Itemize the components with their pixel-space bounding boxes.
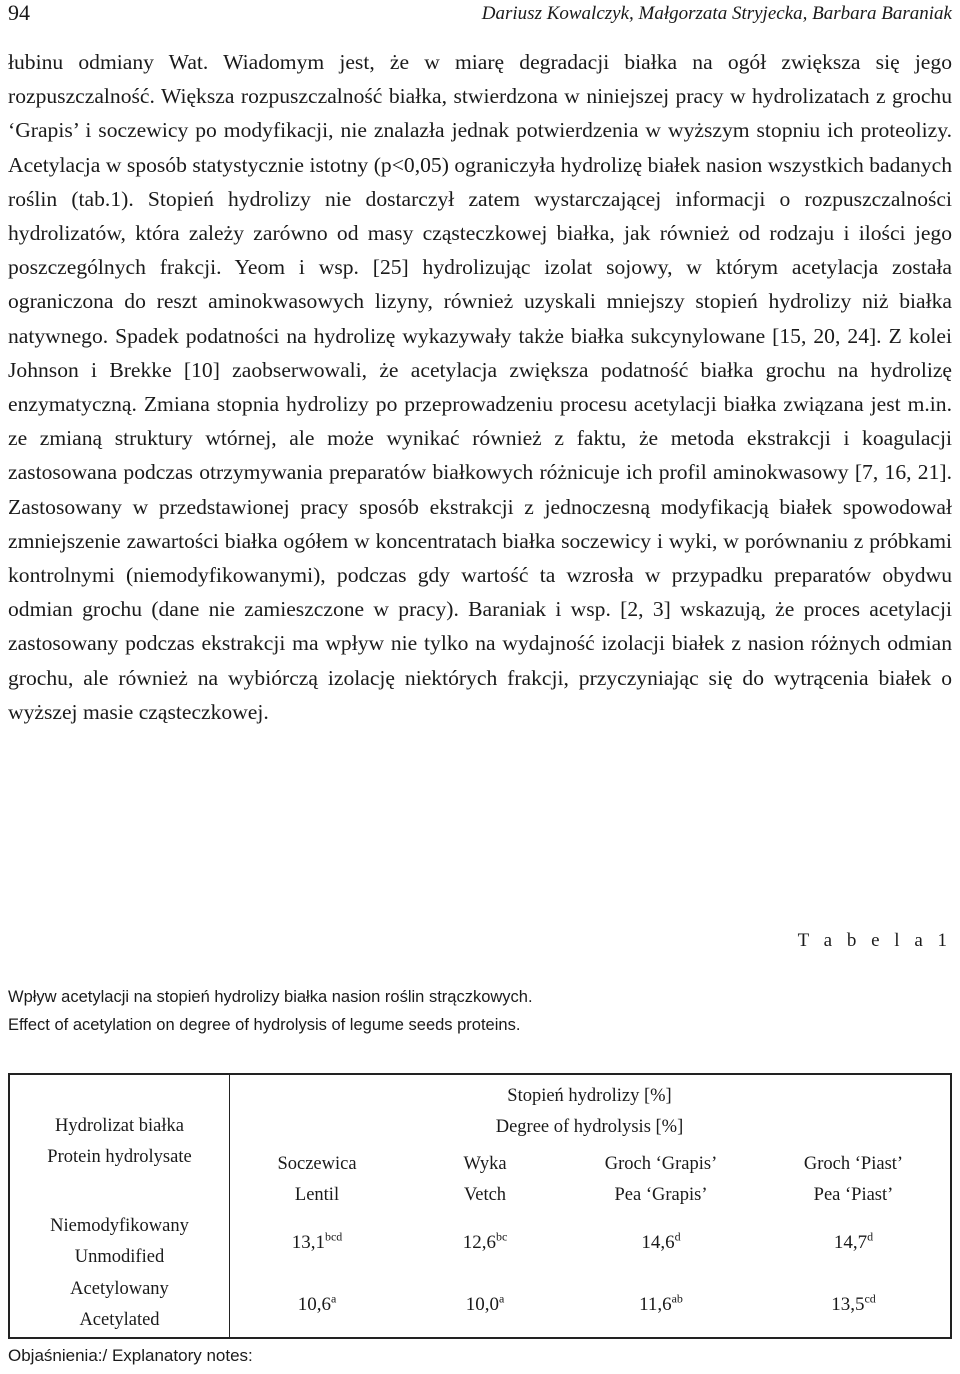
table-cell xyxy=(229,1291,405,1316)
row-label-polish: Niemodyfikowany xyxy=(50,1216,189,1236)
column-header-english: Pea ‘Grapis’ xyxy=(614,1185,708,1205)
significance-letters: ab xyxy=(671,1291,683,1306)
cell-value: 13,1 xyxy=(291,1232,325,1253)
column-header-lentil xyxy=(229,1149,405,1211)
row-header-polish: Hydrolizat białka xyxy=(55,1116,184,1136)
column-header-english: Lentil xyxy=(294,1185,340,1205)
cell-value: 10,0 xyxy=(465,1294,499,1315)
table-cell xyxy=(757,1291,950,1316)
cell-value: 14,7 xyxy=(833,1232,868,1253)
table-cell xyxy=(565,1291,757,1316)
running-head-authors: Dariusz Kowalczyk, Małgorzata Stryjecka, Barbara Baraniak xyxy=(481,3,952,24)
table-cell xyxy=(757,1229,950,1254)
cell-value: 14,6 xyxy=(641,1232,675,1253)
column-header-pea-grapis xyxy=(565,1149,757,1211)
row-label-english: Unmodified xyxy=(74,1247,165,1267)
degree-header-polish: Stopień hydrolizy [%] xyxy=(507,1086,672,1106)
column-header-english: Vetch xyxy=(463,1185,507,1205)
table-caption-english: Effect of acetylation on degree of hydrolysis of legume seeds proteins. xyxy=(8,1016,521,1034)
column-header-polish: Wyka xyxy=(463,1154,507,1174)
table-label: T a b e l a 1 xyxy=(797,930,952,951)
significance-letters: a xyxy=(330,1291,337,1306)
column-header-pea-piast xyxy=(757,1149,950,1211)
column-header-polish: Groch ‘Piast’ xyxy=(803,1154,904,1174)
significance-letters: d xyxy=(674,1229,681,1244)
cell-value: 10,6 xyxy=(297,1294,331,1315)
table-cell xyxy=(565,1229,757,1254)
significance-letters: a xyxy=(498,1291,505,1306)
row-label-acetylated xyxy=(10,1274,229,1336)
significance-letters: bcd xyxy=(324,1229,343,1244)
row-header-english: Protein hydrolysate xyxy=(47,1147,192,1167)
significance-letters: bc xyxy=(495,1229,508,1244)
table-cell xyxy=(229,1229,405,1254)
body-paragraph: łubinu odmiany Wat. Wiadomym jest, że w miarę degradacji białka na ogół zwiększa się jego rozpuszczalność. Większa rozpuszczalność białka, stwierdzona w niniejszej pracy w hydrolizatach z grochu ‘Grapis’ i soczewicy po modyfikacji, nie znalazła jednak potwierdzenia w wyższym stopniu ich proteolizy. Acetylacja w sposób statystycznie istotny (p<0,05) ograniczyła hydrolizę białek nasion wszystkich badanych roślin (tab.1). Stopień hydrolizy nie dostarczył zatem wystarczającej informacji o rozpuszczalności hydrolizatów, która zależy zarówno od masy cząsteczkowej białka, jak również od rodzaju i ilości jego poszczególnych frakcji. Yeom i wsp. [25] hydrolizując izolat sojowy, w którym acetylacja została ograniczona do reszt aminokwasowych lizyny, również uzyskali mniejszy stopień hydrolizy niż białka natywnego. Spadek podatności na hydrolizę wykazywały także białka sukcynylowane [15, 20, 24]. Z kolei Johnson i Brekke [10] zaobserwowali, że acetylacja zwiększa podatność białka grochu na hydrolizę enzymatyczną. Zmiana stopnia hydrolizy po przeprowadzeniu procesu acetylacji białka związana jest m.in. ze zmianą struktury wtórnej, ale może wynikać również z faktu, że metoda ekstrakcji i koagulacji zastosowana podczas otrzymywania preparatów białkowych różnicuje ich profil aminokwasowy [7, 16, 21]. Zastosowany w przedstawionej pracy sposób ekstrakcji z jednoczesną modyfikacją białek spowodował zmniejszenie zawartości białka ogółem w koncentratach białka soczewicy i wyki, w porównaniu z próbkami kontrolnymi (niemodyfikowanymi), podczas gdy wartość ta wzrosła w przypadku preparatów obydwu odmian grochu (dane nie zamieszczone w pracy). Baraniak i wsp. [2, 3] wskazują, że proces acetylacji zastosowany podczas ekstrakcji ma wpływ nie tylko na wydajność izolacji białek z nasion różnych odmian grochu, ale również na wybiórczą izolację niektórych frakcji, przyczyniając się do wytrącenia białek o wyższej masie cząsteczkowej. xyxy=(8,50,952,724)
page-number: 94 xyxy=(8,0,30,25)
significance-letters: d xyxy=(867,1229,874,1244)
column-header-vetch xyxy=(405,1149,565,1211)
row-label-polish: Acetylowany xyxy=(70,1279,169,1299)
table-row-header xyxy=(10,1111,229,1173)
column-header-polish: Groch ‘Grapis’ xyxy=(604,1154,718,1174)
row-label-unmodified xyxy=(10,1211,229,1273)
explanatory-notes-label: Objaśnienia:/ Explanatory notes: xyxy=(8,1346,253,1365)
table-caption-polish: Wpływ acetylacji na stopień hydrolizy białka nasion roślin strączkowych. xyxy=(8,988,533,1006)
column-header-polish: Soczewica xyxy=(277,1154,357,1174)
table-cell xyxy=(405,1291,565,1316)
row-label-english: Acetylated xyxy=(79,1310,160,1330)
running-head xyxy=(8,0,952,30)
cell-value: 12,6 xyxy=(462,1232,496,1253)
table-cell xyxy=(405,1229,565,1254)
degree-header-english: Degree of hydrolysis [%] xyxy=(495,1117,684,1137)
column-header-english: Pea ‘Piast’ xyxy=(813,1185,894,1205)
significance-letters: cd xyxy=(864,1291,876,1306)
cell-value: 13,5 xyxy=(831,1294,865,1315)
table-group-header xyxy=(229,1081,950,1143)
results-table xyxy=(8,1073,952,1339)
cell-value: 11,6 xyxy=(639,1294,672,1315)
